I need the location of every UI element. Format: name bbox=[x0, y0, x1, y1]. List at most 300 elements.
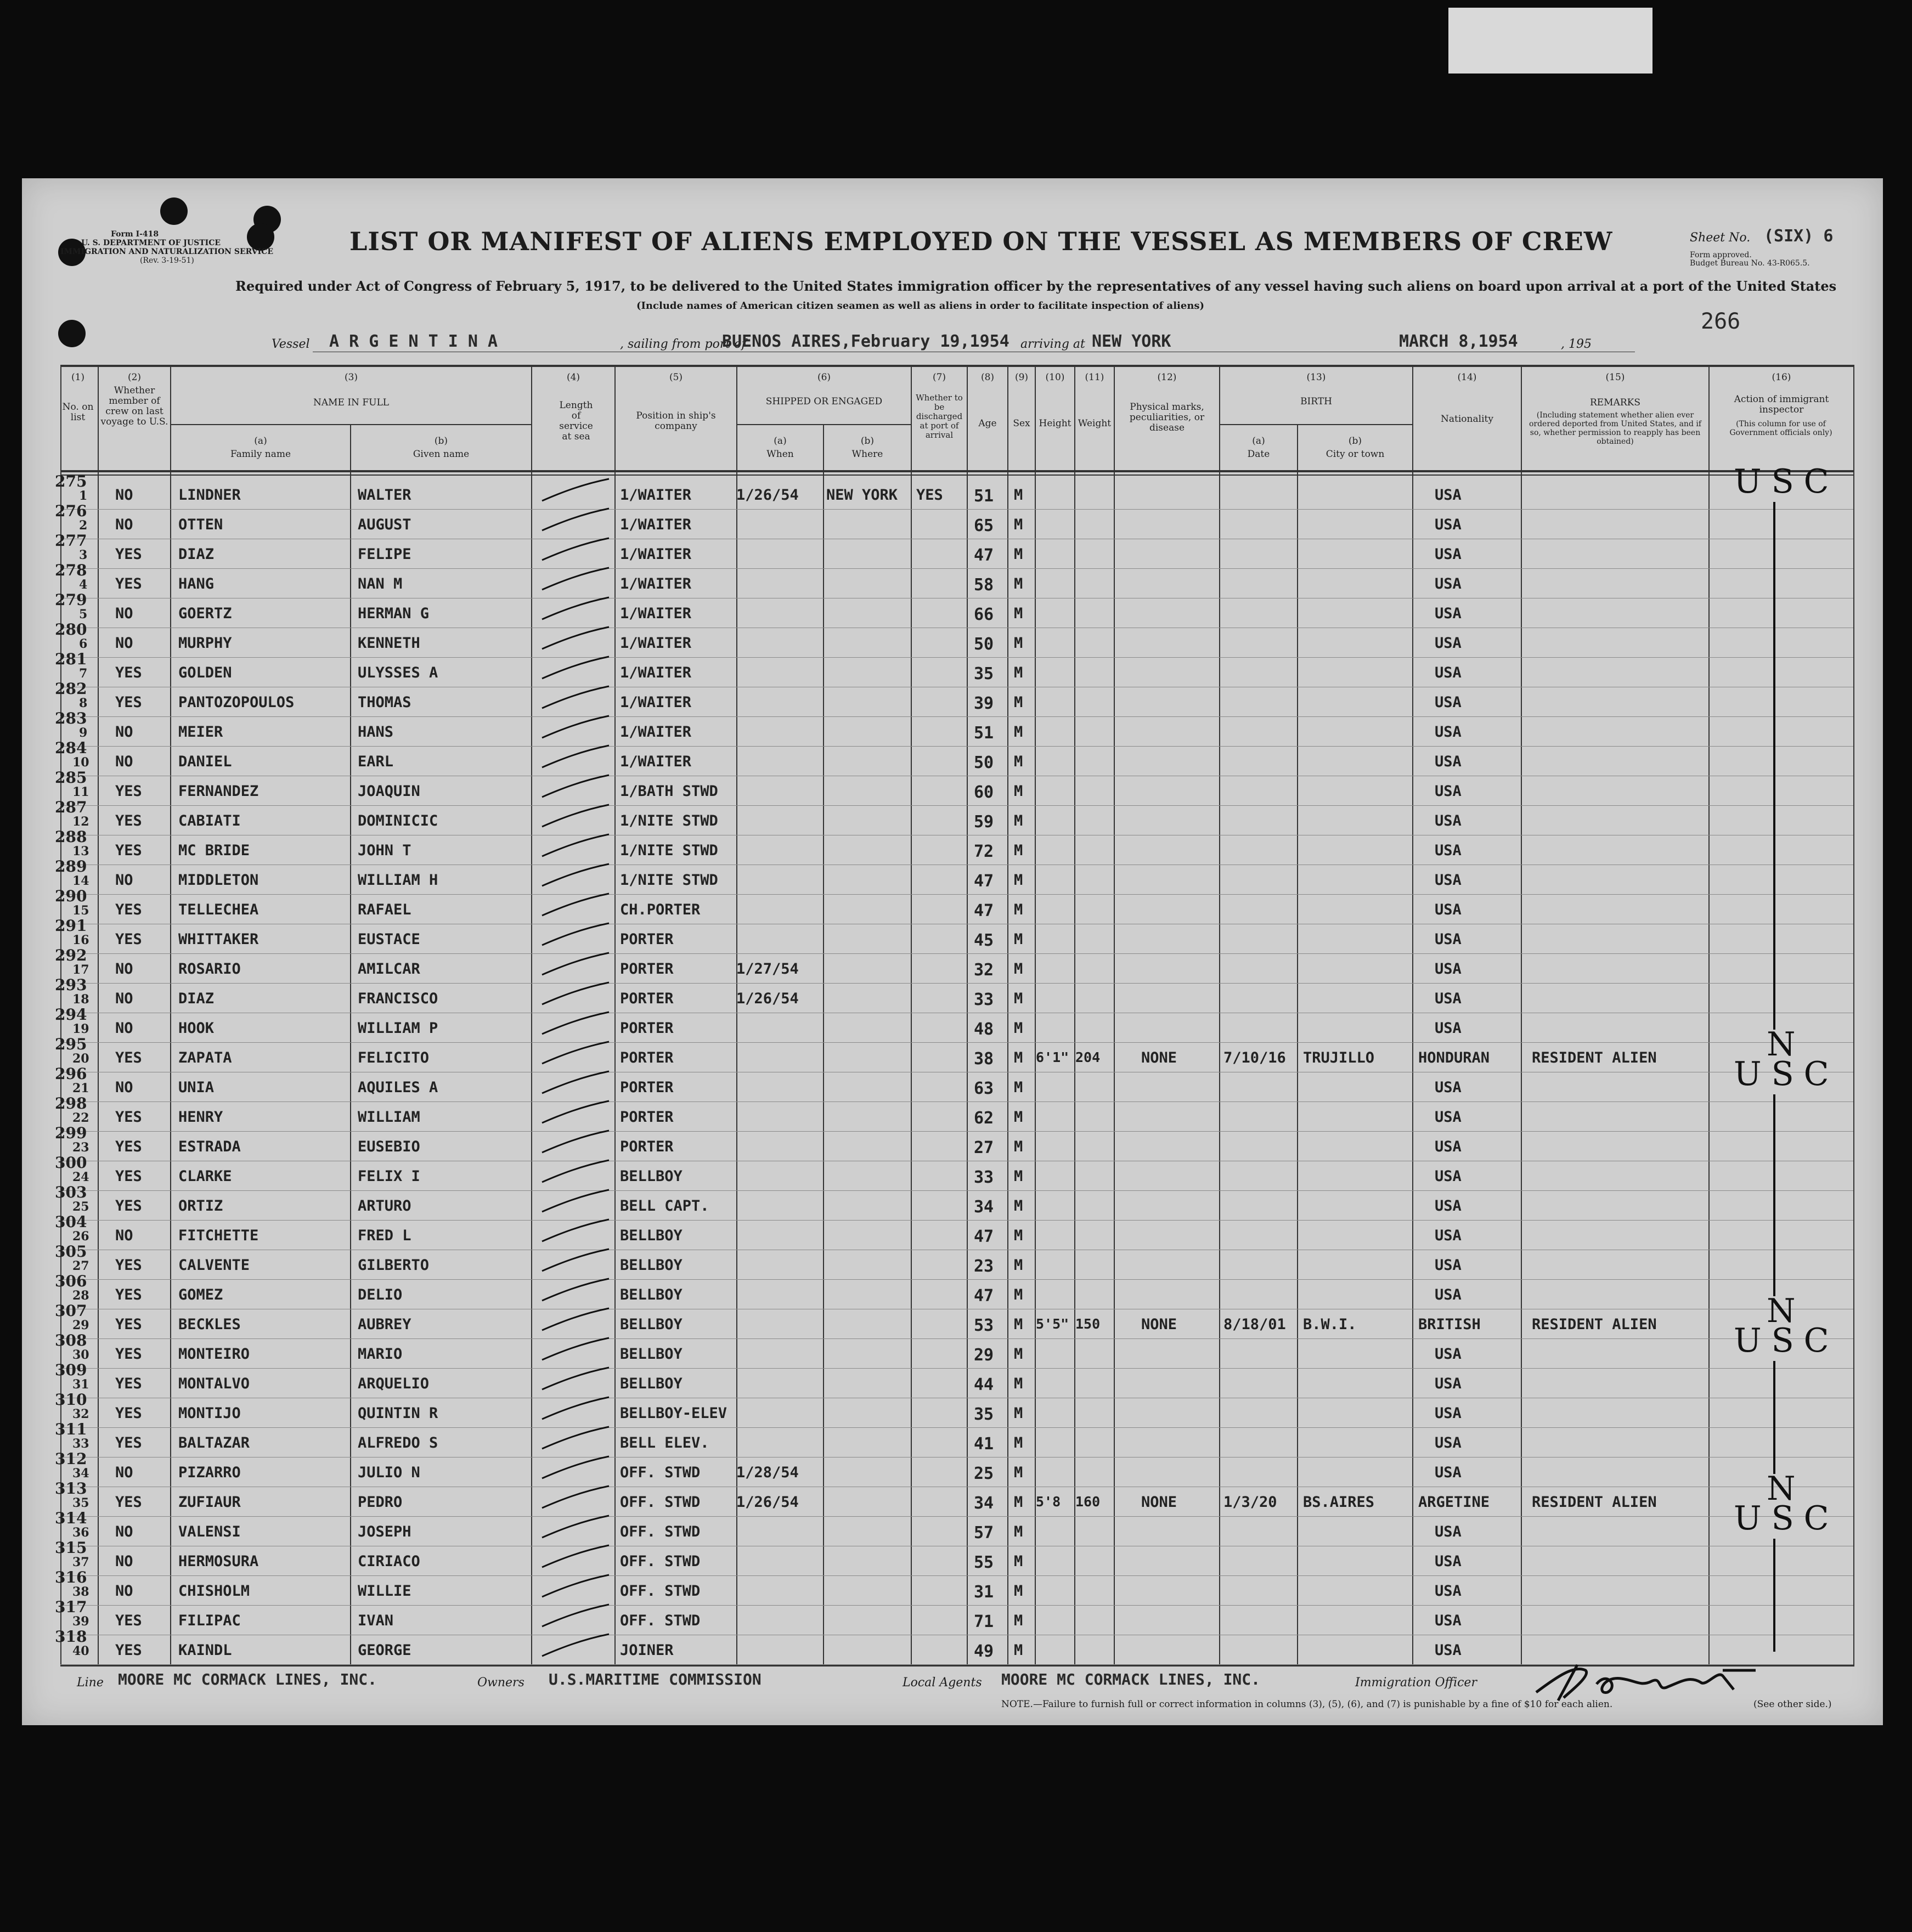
nationality: USA bbox=[1435, 1138, 1462, 1155]
col6b-number: (b) bbox=[860, 436, 875, 447]
sex: M bbox=[1014, 1227, 1023, 1244]
list-number: 314 bbox=[55, 1509, 87, 1527]
list-number: 306 bbox=[55, 1272, 87, 1290]
age: 47 bbox=[974, 1227, 994, 1246]
family-name: GOERTZ bbox=[178, 605, 232, 622]
inspector-signature bbox=[1525, 1654, 1789, 1703]
nationality: USA bbox=[1435, 1405, 1462, 1422]
sex: M bbox=[1014, 961, 1023, 978]
list-number: 303 bbox=[55, 1183, 87, 1201]
row-rule bbox=[60, 1605, 1853, 1606]
age: 29 bbox=[974, 1346, 994, 1365]
age: 34 bbox=[974, 1494, 994, 1513]
sheet-line-number: 19 bbox=[72, 1022, 89, 1036]
service-tick-mark bbox=[532, 536, 614, 569]
list-number: 304 bbox=[55, 1213, 87, 1231]
sheet-line-number: 39 bbox=[72, 1614, 89, 1629]
sex: M bbox=[1014, 1464, 1023, 1481]
service-tick-mark bbox=[532, 1454, 614, 1487]
crew-last-voyage: YES bbox=[115, 901, 142, 918]
age: 53 bbox=[974, 1316, 994, 1335]
col4-number: (4) bbox=[566, 372, 580, 383]
service-tick-mark bbox=[532, 654, 614, 687]
ship-position: BELLBOY bbox=[620, 1227, 683, 1244]
sheet-line-number: 18 bbox=[72, 992, 89, 1007]
service-tick-mark bbox=[532, 1276, 614, 1309]
service-tick-mark bbox=[532, 891, 614, 924]
row-rule bbox=[60, 1220, 1853, 1221]
given-name: MARIO bbox=[358, 1346, 403, 1363]
age: 49 bbox=[974, 1642, 994, 1661]
list-number: 296 bbox=[55, 1065, 87, 1083]
sheet-line-number: 28 bbox=[72, 1289, 89, 1303]
sex: M bbox=[1014, 1523, 1023, 1540]
age: 51 bbox=[974, 487, 994, 506]
service-tick-mark bbox=[532, 951, 614, 984]
age: 59 bbox=[974, 812, 994, 832]
age: 33 bbox=[974, 1168, 994, 1187]
service-tick-mark bbox=[532, 477, 614, 510]
shipped-where: NEW YORK bbox=[826, 487, 898, 504]
family-name: GOLDEN bbox=[178, 664, 232, 681]
family-name: MIDDLETON bbox=[178, 872, 259, 889]
col16-subheader: (This column for use of Government officials only) bbox=[1729, 420, 1832, 437]
nationality: USA bbox=[1435, 1612, 1462, 1629]
ship-position: PORTER bbox=[620, 1049, 674, 1066]
list-number: 276 bbox=[55, 502, 87, 520]
owners-label: Owners bbox=[477, 1676, 524, 1690]
local-agents: MOORE MC CORMACK LINES, INC. bbox=[1001, 1670, 1261, 1688]
sheet-line-number: 37 bbox=[72, 1555, 89, 1569]
column-rule bbox=[1853, 366, 1854, 1665]
list-number: 298 bbox=[55, 1094, 87, 1112]
crew-last-voyage: NO bbox=[115, 605, 133, 622]
given-name: WILLIAM bbox=[358, 1109, 420, 1126]
inspector-mark: N bbox=[1767, 1470, 1806, 1508]
col3b-number: (b) bbox=[434, 436, 448, 447]
crew-last-voyage: YES bbox=[115, 1109, 142, 1126]
row-rule bbox=[60, 1368, 1853, 1369]
ship-position: 1/WAITER bbox=[620, 635, 692, 652]
col3a-header: Family name bbox=[230, 449, 291, 460]
ship-position: PORTER bbox=[620, 931, 674, 948]
birth-city: TRUJILLO bbox=[1303, 1049, 1375, 1066]
col14-number: (14) bbox=[1457, 372, 1477, 383]
sheet-line-number: 32 bbox=[72, 1407, 89, 1421]
given-name: EUSTACE bbox=[358, 931, 420, 948]
sex: M bbox=[1014, 605, 1023, 622]
given-name: DOMINICIC bbox=[358, 812, 438, 829]
nationality: USA bbox=[1435, 1434, 1462, 1451]
given-name: GEORGE bbox=[358, 1642, 411, 1659]
header-bottom-rule bbox=[60, 470, 1854, 472]
family-name: TELLECHEA bbox=[178, 901, 259, 918]
service-tick-mark bbox=[532, 832, 614, 865]
nationality: USA bbox=[1435, 546, 1462, 563]
family-name: GOMEZ bbox=[178, 1286, 223, 1303]
given-name: WILLIE bbox=[358, 1583, 411, 1600]
budget-bureau: Budget Bureau No. 43-R065.5. bbox=[1690, 259, 1810, 268]
sex: M bbox=[1014, 1197, 1023, 1214]
punch-hole bbox=[160, 197, 188, 225]
col6-header: SHIPPED OR ENGAGED bbox=[765, 396, 883, 407]
col3-header: NAME IN FULL bbox=[313, 397, 390, 408]
weight: 150 bbox=[1075, 1316, 1101, 1332]
service-tick-mark bbox=[532, 1306, 614, 1339]
shipped-when: 1/27/54 bbox=[736, 961, 799, 978]
age: 39 bbox=[974, 694, 994, 713]
service-tick-mark bbox=[532, 1543, 614, 1576]
col15-header: REMARKS bbox=[1589, 397, 1641, 408]
nationality: USA bbox=[1435, 1464, 1462, 1481]
sex: M bbox=[1014, 901, 1023, 918]
group-header-rule bbox=[736, 424, 911, 425]
nationality: BRITISH bbox=[1418, 1316, 1481, 1333]
given-name: IVAN bbox=[358, 1612, 394, 1629]
given-name: EARL bbox=[358, 753, 394, 770]
ship-position: 1/WAITER bbox=[620, 546, 692, 563]
inspector-mark: USC bbox=[1734, 1499, 1839, 1538]
nationality: USA bbox=[1435, 783, 1462, 800]
sheet-line-number: 14 bbox=[72, 874, 89, 888]
family-name: LINDNER bbox=[178, 487, 241, 504]
nationality: USA bbox=[1435, 872, 1462, 889]
given-name: AQUILES A bbox=[358, 1079, 438, 1096]
family-name: VALENSI bbox=[178, 1523, 241, 1540]
nationality: USA bbox=[1435, 694, 1462, 711]
list-number: 281 bbox=[55, 650, 87, 668]
service-tick-mark bbox=[532, 980, 614, 1013]
see-other-side: (See other side.) bbox=[1753, 1699, 1832, 1710]
nationality: USA bbox=[1435, 842, 1462, 859]
nationality: USA bbox=[1435, 1523, 1462, 1540]
sheet-line-number: 26 bbox=[72, 1229, 89, 1244]
row-rule bbox=[60, 509, 1853, 510]
sheet-line-number: 9 bbox=[79, 726, 88, 740]
list-number: 277 bbox=[55, 532, 87, 550]
ship-position: 1/NITE STWD bbox=[620, 812, 718, 829]
age: 27 bbox=[974, 1138, 994, 1157]
given-name: KENNETH bbox=[358, 635, 420, 652]
col7-header: Whether to be discharged at port of arrival bbox=[916, 393, 963, 440]
row-rule bbox=[60, 1190, 1853, 1191]
crew-last-voyage: NO bbox=[115, 487, 133, 504]
document-title: LIST OR MANIFEST OF ALIENS EMPLOYED ON THE VESSEL AS MEMBERS OF CREW bbox=[349, 227, 1613, 256]
list-number: 309 bbox=[55, 1361, 87, 1379]
service-tick-mark bbox=[532, 743, 614, 776]
nationality: USA bbox=[1435, 1109, 1462, 1126]
list-number: 305 bbox=[55, 1242, 87, 1261]
service-tick-mark bbox=[532, 684, 614, 717]
age: 47 bbox=[974, 872, 994, 891]
list-number: 312 bbox=[55, 1450, 87, 1468]
ship-position: 1/WAITER bbox=[620, 724, 692, 741]
family-name: FILIPAC bbox=[178, 1612, 241, 1629]
col6-number: (6) bbox=[817, 372, 831, 383]
sex: M bbox=[1014, 1316, 1023, 1333]
service-tick-mark bbox=[532, 1247, 614, 1280]
col15-number: (15) bbox=[1605, 372, 1625, 383]
col10-number: (10) bbox=[1045, 372, 1065, 383]
col7-number: (7) bbox=[932, 372, 946, 383]
ship-position: 1/NITE STWD bbox=[620, 872, 718, 889]
age: 35 bbox=[974, 664, 994, 683]
sheet-line-number: 22 bbox=[72, 1111, 89, 1125]
list-number: 299 bbox=[55, 1124, 87, 1142]
crew-last-voyage: NO bbox=[115, 1227, 133, 1244]
age: 51 bbox=[974, 724, 994, 743]
col2-number: (2) bbox=[127, 372, 142, 383]
sex: M bbox=[1014, 1405, 1023, 1422]
given-name: FRED L bbox=[358, 1227, 411, 1244]
age: 66 bbox=[974, 605, 994, 624]
inspector-mark: N bbox=[1767, 1292, 1806, 1330]
crew-last-voyage: YES bbox=[115, 1316, 142, 1333]
row-rule bbox=[60, 953, 1853, 954]
col3b-header: Given name bbox=[413, 449, 470, 460]
given-name: QUINTIN R bbox=[358, 1405, 438, 1422]
ship-position: OFF. STWD bbox=[620, 1553, 701, 1570]
given-name: HERMAN G bbox=[358, 605, 430, 622]
crew-last-voyage: YES bbox=[115, 812, 142, 829]
family-name: BECKLES bbox=[178, 1316, 241, 1333]
column-rule bbox=[911, 366, 912, 1665]
list-number: 283 bbox=[55, 709, 87, 727]
crew-last-voyage: YES bbox=[115, 1197, 142, 1214]
ship-position: BELLBOY bbox=[620, 1168, 683, 1185]
sex: M bbox=[1014, 1612, 1023, 1629]
col16-number: (16) bbox=[1772, 372, 1791, 383]
list-number: 317 bbox=[55, 1598, 87, 1616]
row-rule bbox=[60, 1457, 1853, 1458]
service-tick-mark bbox=[532, 1128, 614, 1161]
crew-last-voyage: YES bbox=[115, 1612, 142, 1629]
sex: M bbox=[1014, 1434, 1023, 1451]
sheet-line-number: 24 bbox=[72, 1170, 89, 1184]
service-tick-mark bbox=[532, 1040, 614, 1072]
shipping-line: MOORE MC CORMACK LINES, INC. bbox=[118, 1670, 377, 1688]
list-number: 307 bbox=[55, 1302, 87, 1320]
arriving-label: arriving at bbox=[1020, 337, 1085, 351]
given-name: WALTER bbox=[358, 487, 411, 504]
sex: M bbox=[1014, 724, 1023, 741]
given-name: PEDRO bbox=[358, 1494, 403, 1511]
list-number: 292 bbox=[55, 946, 87, 964]
ship-position: PORTER bbox=[620, 961, 674, 978]
age: 50 bbox=[974, 635, 994, 654]
family-name: DIAZ bbox=[178, 990, 215, 1007]
list-number: 316 bbox=[55, 1568, 87, 1586]
crew-last-voyage: NO bbox=[115, 1464, 133, 1481]
given-name: AUBREY bbox=[358, 1316, 411, 1333]
ship-position: OFF. STWD bbox=[620, 1464, 701, 1481]
sex: M bbox=[1014, 487, 1023, 504]
crew-last-voyage: NO bbox=[115, 1020, 133, 1037]
sex: M bbox=[1014, 635, 1023, 652]
crew-last-voyage: YES bbox=[115, 1494, 142, 1511]
inspector-mark: USC bbox=[1734, 462, 1839, 501]
sheet-line-number: 27 bbox=[72, 1259, 89, 1273]
ship-position: BELLBOY bbox=[620, 1257, 683, 1274]
col14-header: Nationality bbox=[1441, 414, 1493, 425]
ship-position: BELL CAPT. bbox=[620, 1197, 709, 1214]
column-rule bbox=[350, 424, 351, 1665]
sheet-line-number: 10 bbox=[72, 755, 89, 770]
nationality: USA bbox=[1435, 931, 1462, 948]
list-number: 300 bbox=[55, 1154, 87, 1172]
given-name: JOAQUIN bbox=[358, 783, 420, 800]
crew-last-voyage: YES bbox=[115, 931, 142, 948]
agents-label: Local Agents bbox=[903, 1676, 982, 1690]
nationality: ARGETINE bbox=[1418, 1494, 1490, 1511]
sheet-line-number: 25 bbox=[72, 1200, 89, 1214]
list-number: 310 bbox=[55, 1391, 87, 1409]
column-rule bbox=[1035, 366, 1036, 1665]
family-name: HOOK bbox=[178, 1020, 215, 1037]
nationality: USA bbox=[1435, 901, 1462, 918]
nationality: USA bbox=[1435, 1553, 1462, 1570]
ship-position: OFF. STWD bbox=[620, 1523, 701, 1540]
list-number: 275 bbox=[55, 472, 87, 490]
sheet-line-number: 13 bbox=[72, 844, 89, 858]
age: 35 bbox=[974, 1405, 994, 1424]
nationality: USA bbox=[1435, 812, 1462, 829]
age: 72 bbox=[974, 842, 994, 861]
family-name: WHITTAKER bbox=[178, 931, 259, 948]
col10-header: Height bbox=[1039, 418, 1071, 429]
given-name: WILLIAM P bbox=[358, 1020, 438, 1037]
service-tick-mark bbox=[532, 1010, 614, 1043]
col13b-number: (b) bbox=[1348, 436, 1362, 447]
sheet-line-number: 15 bbox=[72, 903, 89, 918]
ship-position: BELLBOY bbox=[620, 1316, 683, 1333]
sex: M bbox=[1014, 783, 1023, 800]
physical-marks: NONE bbox=[1141, 1316, 1177, 1333]
row-rule bbox=[60, 1042, 1853, 1043]
row-rule bbox=[60, 894, 1853, 895]
nationality: USA bbox=[1435, 1257, 1462, 1274]
list-number: 313 bbox=[55, 1479, 87, 1498]
sex: M bbox=[1014, 1642, 1023, 1659]
crew-last-voyage: NO bbox=[115, 1079, 133, 1096]
col8-number: (8) bbox=[980, 372, 995, 383]
sex: M bbox=[1014, 1257, 1023, 1274]
family-name: PIZARRO bbox=[178, 1464, 241, 1481]
weight: 160 bbox=[1075, 1494, 1101, 1510]
sex: M bbox=[1014, 575, 1023, 592]
sex: M bbox=[1014, 1346, 1023, 1363]
age: 50 bbox=[974, 753, 994, 772]
age: 63 bbox=[974, 1079, 994, 1098]
col13-header: BIRTH bbox=[1300, 396, 1332, 407]
crew-last-voyage: NO bbox=[115, 1523, 133, 1540]
list-number: 284 bbox=[55, 739, 87, 757]
ship-position: 1/WAITER bbox=[620, 694, 692, 711]
birth-city: B.W.I. bbox=[1303, 1316, 1357, 1333]
given-name: WILLIAM H bbox=[358, 872, 438, 889]
sheet-line-number: 4 bbox=[79, 578, 88, 592]
punch-hole bbox=[58, 320, 86, 347]
sheet-line-number: 20 bbox=[72, 1052, 89, 1066]
nationality: USA bbox=[1435, 1286, 1462, 1303]
service-tick-mark bbox=[532, 625, 614, 658]
nationality: USA bbox=[1435, 961, 1462, 978]
crew-last-voyage: YES bbox=[115, 1434, 142, 1451]
nationality: USA bbox=[1435, 1079, 1462, 1096]
given-name: FELIPE bbox=[358, 546, 411, 563]
sex: M bbox=[1014, 1049, 1023, 1066]
col5-number: (5) bbox=[669, 372, 683, 383]
crew-last-voyage: YES bbox=[115, 1346, 142, 1363]
birth-city: BS.AIRES bbox=[1303, 1494, 1375, 1511]
crew-last-voyage: YES bbox=[115, 1257, 142, 1274]
nationality: USA bbox=[1435, 635, 1462, 652]
service-tick-mark bbox=[532, 1425, 614, 1458]
service-tick-mark bbox=[532, 1513, 614, 1546]
department-line: U. S. DEPARTMENT OF JUSTICE bbox=[81, 239, 221, 247]
ship-position: 1/BATH STWD bbox=[620, 783, 718, 800]
ship-position: 1/WAITER bbox=[620, 575, 692, 592]
service-tick-mark bbox=[532, 1099, 614, 1132]
family-name: ROSARIO bbox=[178, 961, 241, 978]
list-number: 291 bbox=[55, 917, 87, 935]
crew-last-voyage: NO bbox=[115, 961, 133, 978]
sex: M bbox=[1014, 842, 1023, 859]
list-number: 318 bbox=[55, 1628, 87, 1646]
age: 23 bbox=[974, 1257, 994, 1276]
list-number: 293 bbox=[55, 976, 87, 994]
sheet-number: (SIX) 6 bbox=[1764, 227, 1834, 246]
col3a-number: (a) bbox=[254, 436, 267, 447]
discharge-flag: YES bbox=[916, 487, 943, 504]
physical-marks: NONE bbox=[1141, 1494, 1177, 1511]
sex: M bbox=[1014, 664, 1023, 681]
arrival-port: NEW YORK bbox=[1092, 332, 1171, 351]
col1-number: (1) bbox=[71, 372, 85, 383]
crew-last-voyage: NO bbox=[115, 872, 133, 889]
col6a-header: When bbox=[766, 449, 794, 460]
birth-date: 7/10/16 bbox=[1223, 1049, 1286, 1066]
given-name: ULYSSES A bbox=[358, 664, 438, 681]
line-label: Line bbox=[77, 1676, 104, 1690]
ship-position: BELLBOY bbox=[620, 1375, 683, 1392]
nationality: USA bbox=[1435, 753, 1462, 770]
age: 31 bbox=[974, 1583, 994, 1602]
given-name: HANS bbox=[358, 724, 394, 741]
family-name: HENRY bbox=[178, 1109, 223, 1126]
sex: M bbox=[1014, 1138, 1023, 1155]
crew-last-voyage: YES bbox=[115, 842, 142, 859]
ship-position: 1/WAITER bbox=[620, 605, 692, 622]
family-name: MURPHY bbox=[178, 635, 232, 652]
list-number: 287 bbox=[55, 798, 87, 816]
list-number: 289 bbox=[55, 857, 87, 875]
col13b-header: City or town bbox=[1326, 449, 1385, 460]
form-approved: Form approved. bbox=[1690, 251, 1752, 259]
service-tick-mark bbox=[532, 921, 614, 954]
sheet-line-number: 33 bbox=[72, 1437, 89, 1451]
crew-last-voyage: YES bbox=[115, 1168, 142, 1185]
table-top-rule bbox=[60, 365, 1854, 367]
vessel-name: A R G E N T I N A bbox=[329, 332, 498, 351]
crew-last-voyage: NO bbox=[115, 516, 133, 533]
row-rule bbox=[60, 983, 1853, 984]
family-name: FERNANDEZ bbox=[178, 783, 259, 800]
sex: M bbox=[1014, 1168, 1023, 1185]
service-tick-mark bbox=[532, 1188, 614, 1221]
given-name: FELICITO bbox=[358, 1049, 430, 1066]
crew-last-voyage: NO bbox=[115, 753, 133, 770]
